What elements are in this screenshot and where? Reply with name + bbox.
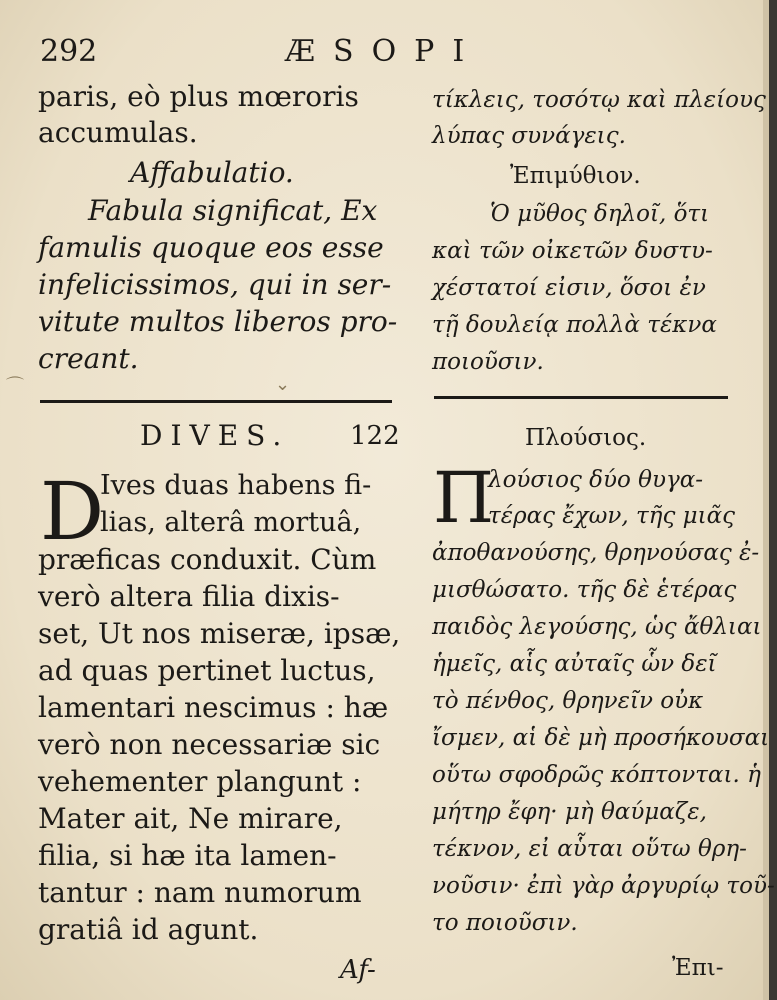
- latin-text-line: set, Ut nos miseræ, ipsæ,: [38, 617, 401, 650]
- greek-text-line: λούσιος δύο θυγα-: [488, 467, 704, 493]
- moral-line: vitute multos liberos pro-: [38, 305, 398, 338]
- running-head: ÆSOPI: [285, 34, 483, 69]
- greek-text-line: νοῦσιν· ἐπὶ γὰρ ἀργυρίῳ τοῦ-: [432, 873, 775, 899]
- greek-drop-cap: Π: [433, 457, 495, 539]
- latin-text-line: verò altera filia dixis-: [38, 580, 340, 613]
- greek-text-line: τέκνον, εἰ αὗται οὕτω θρη-: [432, 836, 747, 862]
- moral-line: Fabula significat, Ex: [88, 194, 378, 227]
- affabulatio-heading: Affabulatio.: [130, 156, 294, 189]
- latin-text-line: Ives duas habens fi-: [100, 470, 372, 501]
- greek-moral-line: χέστατοί εἰσιν, ὅσοι ἐν: [432, 275, 706, 301]
- latin-text-line: ad quas pertinet luctus,: [38, 654, 376, 687]
- moral-line: infelicissimos, qui in ser-: [38, 268, 392, 301]
- greek-text-line: οὕτω σφοδρῶς κόπτονται. ἡ: [432, 762, 761, 788]
- drop-cap: D: [40, 465, 105, 558]
- greek-moral-line: Ὁ μῦθος δηλοῖ, ὅτι: [490, 201, 710, 227]
- section-rule: [40, 400, 392, 403]
- latin-text-line: filia, si hæ ita lamen-: [38, 839, 337, 872]
- greek-fable-title: Πλούσιος.: [525, 425, 647, 451]
- section-rule: [434, 396, 728, 399]
- greek-text-line: τὸ πένθος, θρηνεῖν οὐκ: [432, 688, 704, 714]
- fable-title: DIVES.: [140, 419, 290, 452]
- greek-text-line: το ποιοῦσιν.: [432, 910, 578, 936]
- greek-text-line: μισθώσατο. τῆς δὲ ἑτέρας: [432, 577, 737, 603]
- greek-moral-line: ποιοῦσιν.: [432, 349, 544, 375]
- page-number: 292: [40, 34, 98, 69]
- greek-text-line: ἡμεῖς, αἷς αὐταῖς ὧν δεῖ: [432, 651, 717, 677]
- latin-text-line: vehementer plangunt :: [38, 765, 362, 798]
- latin-text-line: lias, alterâ mortuâ,: [100, 507, 362, 538]
- moral-line: creant.: [38, 342, 139, 375]
- greek-text-line: λύπας συνάγεις.: [432, 123, 626, 149]
- moral-line: famulis quoque eos esse: [38, 231, 384, 264]
- greek-moral-line: καὶ τῶν οἰκετῶν δυστυ-: [432, 238, 713, 264]
- ornament-mark: ⌒: [6, 376, 24, 397]
- greek-moral-line: τῇ δουλείᾳ πολλὰ τέκνα: [432, 312, 717, 338]
- latin-text-line: gratiâ id agunt.: [38, 913, 259, 946]
- latin-text-line: lamentari nescimus : hæ: [38, 691, 389, 724]
- latin-text-line: tantur : nam numorum: [38, 876, 362, 909]
- catchword: Ἐπι-: [672, 955, 724, 981]
- catchword: Af-: [340, 955, 376, 985]
- page-edge: [769, 0, 777, 1000]
- greek-text-line: τέρας ἔχων, τῆς μιᾶς: [488, 503, 736, 529]
- greek-text-line: ἀποθανούσης, θρηνούσας ἐ-: [432, 540, 760, 566]
- ornament-mark: ⌄: [275, 374, 291, 395]
- fable-number: 122: [350, 421, 400, 451]
- latin-text-line: præficas conduxit. Cùm: [38, 543, 377, 576]
- greek-text-line: ἴσμεν, αἱ δὲ μὴ προσήκουσαι: [432, 725, 770, 751]
- latin-text-line: paris, eò plus mœroris: [38, 80, 359, 113]
- greek-text-line: τίκλεις, τοσότῳ καὶ πλείους: [432, 87, 766, 113]
- greek-text-line: μήτηρ ἔφη· μὴ θαύμαζε,: [432, 799, 707, 825]
- latin-text-line: accumulas.: [38, 116, 198, 149]
- greek-text-line: παιδὸς λεγούσης, ὡς ἄθλιαι: [432, 614, 762, 640]
- latin-text-line: Mater ait, Ne mirare,: [38, 802, 343, 835]
- latin-text-line: verò non necessariæ sic: [38, 728, 381, 761]
- epimythion-heading: Ἐπιμύθιον.: [510, 163, 641, 189]
